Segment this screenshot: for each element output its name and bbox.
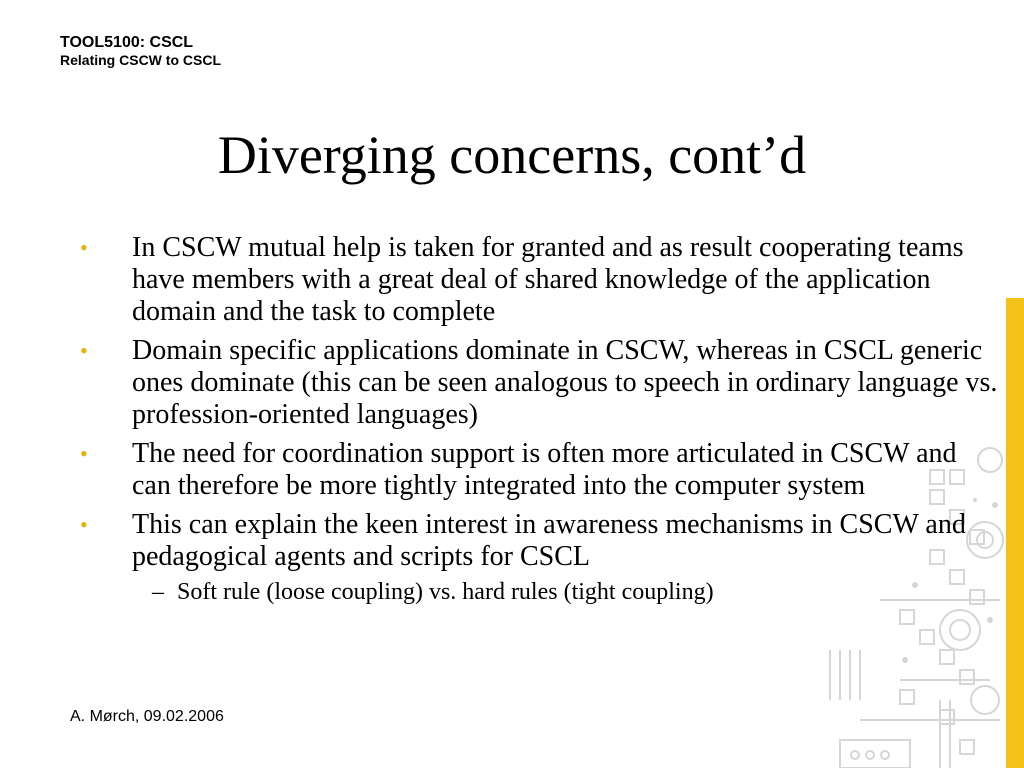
bullet-text: In CSCW mutual help is taken for granted and as result cooperating teams have members with a great deal of shared knowledge of the application domain and the task to complete bbox=[132, 232, 964, 327]
sub-bullet-text: Soft rule (loose coupling) vs. hard rules (tight coupling) bbox=[177, 579, 714, 605]
bullet-item bbox=[80, 438, 1000, 502]
slide-footer: A. Mørch, 09.02.2006 bbox=[70, 708, 224, 725]
bullet-icon: • bbox=[80, 441, 88, 466]
bullet-text: Domain specific applications dominate in CSCW, whereas in CSCL generic ones dominate (this can be seen analogous to speech in ordinary language vs. profession-oriented languages) bbox=[132, 335, 998, 430]
bullet-icon: • bbox=[80, 338, 88, 363]
slide-header bbox=[60, 33, 221, 69]
bullet-icon: • bbox=[80, 512, 88, 537]
bullet-item bbox=[80, 509, 1000, 573]
dash-icon: – bbox=[152, 579, 164, 605]
course-code: TOOL5100: CSCL bbox=[60, 34, 194, 51]
bullet-item bbox=[80, 232, 1000, 328]
slide-title: Diverging concerns, cont’d bbox=[217, 125, 807, 185]
bullet-text: The need for coordination support is often more articulated in CSCW and can therefore be more tightly integrated into the computer system bbox=[132, 438, 957, 501]
bullet-item bbox=[80, 335, 1000, 431]
lecture-subtitle: Relating CSCW to CSCL bbox=[60, 52, 221, 69]
bullet-list bbox=[80, 232, 1000, 606]
bullet-text: This can explain the keen interest in awareness mechanisms in CSCW and pedagogical agents and scripts for CSCL bbox=[132, 509, 966, 572]
bullet-icon: • bbox=[80, 235, 88, 260]
sub-bullet-item bbox=[80, 578, 1000, 606]
